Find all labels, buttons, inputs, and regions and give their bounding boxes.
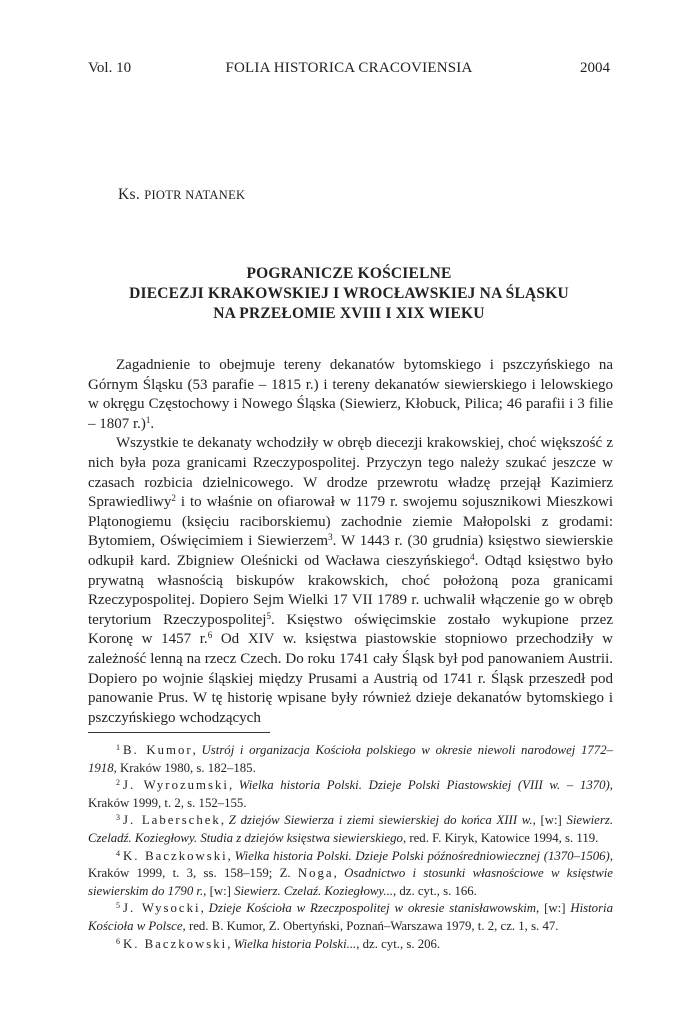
footnote-mid-2: , [w:]	[203, 883, 235, 898]
footnote-author: K. Baczkowski	[123, 848, 228, 863]
footnote-ref-5[interactable]: 5	[266, 610, 271, 621]
footnote-ref-4[interactable]: 4	[470, 551, 475, 562]
footnote-author: J. Wysocki	[123, 901, 201, 916]
footnote-number: 2	[116, 778, 120, 788]
footnote-title-2: Siewierz. Czeladź. Koziegłowy. Studia z dziejów księstwa siewierskiego	[88, 813, 614, 845]
footnote-1: $^1$ B. Kumor, Ustrój i organizacja Kościoła polskiego w okresie niewoli narodowej 1772–1918, Kraków 1980, s. 182–185.	[88, 743, 613, 775]
footnote-author: K. Baczkowski	[123, 936, 228, 951]
paragraph-2	[88, 434, 613, 728]
footnote-title: Ustrój i organizacja Kościoła polskiego w okresie niewoli narodowej 1772–1918	[88, 743, 613, 775]
running-head	[88, 60, 610, 80]
footnote-title: Wielka historia Polski. Dzieje Polski późnośredniowiecznej (1370–1506)	[234, 848, 610, 863]
article-title	[60, 264, 638, 324]
volume-number: Vol. 10	[88, 60, 132, 76]
paragraph-2-segment-3: . W 1443 r. (30 grudnia) księstwo siewierskie odkupił kard. Zbigniew Oleśnicki od Wacława cieszyńskiego	[88, 533, 613, 569]
footnote-author: J. Laberschek	[123, 813, 221, 828]
footnote-rest: red. B. Kumor, Z. Obertyński, Poznań–Warszawa 1979, t. 2, cz. 1, s. 47.	[185, 918, 559, 933]
title-line-2: DIECEZJI KRAKOWSKIEJ I WROCŁAWSKIEJ NA ŚLĄSKU	[129, 285, 569, 302]
footnote-title-2: Osadnictwo i stosunki własnościowe w księstwie siewierskim do 1790 r.	[88, 866, 613, 898]
journal-title: FOLIA HISTORICA CRACOVIENSIA	[225, 60, 473, 76]
footnote-title: Wielka historia Polski. Dzieje Polski Piastowskiej (VIII w. – 1370)	[238, 778, 610, 793]
paragraph-2-segment-2: i to właśnie on ofiarował w 1179 r. swojemu sojusznikowi Mieszkowi Plątonogiemu (księciu raciborskiemu) zachodnie ziemie Małopolski z grodami: Bytomiem, Oświęcimiem i Siewierzem	[88, 494, 613, 550]
author-name: PIOTR NATANEK	[144, 188, 246, 202]
footnote-number: 3	[116, 813, 120, 823]
footnote-title: Z dziejów Siewierza i ziemi siewierskiej do końca XIII w.	[228, 813, 533, 828]
footnote-ref-6[interactable]: 6	[207, 630, 213, 641]
footnote-number: 1	[116, 743, 120, 752]
paragraph-2-segment-6: Od XIV w. księstwa piastowskie stopniowo przechodziły w zależność lenną na rzecz Czech. Do roku 1741 cały Śląsk był pod panowaniem Austrii. Dopiero po wojnie śląskiej między Prusami a Austrią od 1741 r. Śląsk przeszedł pod panowanie Prus. W tę historię wpisane były również dzieje dekanatów bytomskiego i pszczyńskiego wchodzących	[88, 631, 613, 726]
title-line-3: NA PRZEŁOMIE XVIII I XIX WIEKU	[213, 305, 485, 322]
footnote-mid: , Kraków 1999, t. 3, ss. 158–159; Z.	[88, 848, 614, 881]
footnote-ref-1[interactable]: 1	[145, 414, 151, 425]
paragraph-1	[88, 356, 613, 434]
footnote-number: 5	[116, 901, 120, 911]
footnote-title: Dzieje Kościoła w Rzeczpospolitej w okresie stanisławowskim,	[208, 901, 540, 916]
footnote-3: $^3$ J. Laberschek, Z dziejów Siewierza i ziemi siewierskiej do końca XIII w., [w:] Siewierz. Czeladź. Koziegłowy. Studia z dziejów księstwa siewierskiego, red. F. Kiryk, Katowice 1994, s. 119.	[88, 813, 614, 845]
footnote-author: J. Wyrozumski	[123, 778, 229, 793]
footnotes	[88, 742, 613, 953]
footnote-6: $^6$ K. Baczkowski, Wielka historia Polski..., dz. cyt., s. 206.	[116, 936, 441, 951]
footnote-2: $^2$ J. Wyrozumski, Wielka historia Polski. Dzieje Polski Piastowskiej (VIII w. – 1370), Kraków 1999, t. 2, s. 152–155.	[88, 778, 613, 810]
footnote-rest: , Kraków 1999, t. 2, s. 152–155.	[88, 778, 613, 810]
footnote-ref-2[interactable]: 2	[171, 493, 176, 504]
paragraph-2-segment-4: . Odtąd księstwo było prywatną własnością biskupów krakowskich, choć położoną poza granicami Rzeczypospolitej. Dopiero Sejm Wielki 17 VII 1789 r. uchwalił włączenie go w obręb terytorium Rzeczypospolitej	[88, 552, 613, 628]
footnote-title-3: Siewierz. Czelaź. Koziegłowy...	[234, 883, 393, 898]
footnote-number: 4	[116, 848, 120, 858]
footnote-title: Wielka historia Polski...	[233, 936, 357, 951]
footnote-ref-3[interactable]: 3	[328, 532, 333, 543]
footnote-5: $^5$ J. Wysocki, Dzieje Kościoła w Rzeczpospolitej w okresie stanisławowskim, [w:] Historia Kościoła w Polsce, red. B. Kumor, Z. Obertyński, Poznań–Warszawa 1979, t. 2, cz. 1, s. 47.	[88, 901, 614, 933]
publication-year: 2004	[580, 60, 610, 76]
article-body	[88, 356, 613, 728]
footnote-mid: [w:]	[539, 901, 571, 916]
footnote-author-2: Noga	[297, 866, 334, 881]
footnote-title-2: Historia Kościoła w Polsce,	[88, 901, 614, 933]
paragraph-2-segment-1: Wszystkie te dekanaty wchodziły w obręb diecezji krakowskiej, choć większość z nich była poza granicami Rzeczypospolitej. Przyczyn tego należy szukać jeszcze w czasach rozbicia dzielnicowego. W drodze przewrotu władzę przejął Kazimierz Sprawiedliwy	[88, 435, 613, 511]
paragraph-1-text: Zagadnienie to obejmuje tereny dekanatów bytomskiego i pszczyńskiego na Górnym Śląsku (53 parafie – 1815 r.) i tereny dekanatów siewierskiego i lelowskiego w okręgu Częstochowy i Nowego Śląska (Siewierz, Kłobuck, Pilica; 46 parafii i 3 filie – 1807 r.)	[88, 357, 613, 432]
footnote-4: $^4$ K. Baczkowski, Wielka historia Polski. Dzieje Polski późnośredniowiecznej (1370–1506), Kraków 1999, t. 3, ss. 158–159; Z. Noga, Osadnictwo i stosunki własnościowe w księstwie siewierskim do 1790 r., [w:] Siewierz. Czelaź. Koziegłowy..., dz. cyt., s. 166.	[88, 848, 614, 898]
footnote-rest: , Kraków 1980, s. 182–185.	[113, 760, 256, 775]
paragraph-2-segment-5: . Księstwo oświęcimskie zostało wykupione przez Koronę w 1457 r.	[88, 611, 613, 648]
paragraph-1-end: .	[150, 415, 155, 432]
footnote-rest: , red. F. Kiryk, Katowice 1994, s. 119.	[402, 830, 599, 845]
footnote-mid: , [w:]	[532, 813, 567, 828]
footnote-author: B. Kumor	[123, 743, 193, 757]
author-prefix: Ks.	[118, 186, 145, 203]
footnote-rest: , dz. cyt., s. 206.	[356, 936, 441, 951]
footnote-number: 6	[116, 936, 120, 946]
title-line-1: POGRANICZE KOŚCIELNE	[246, 265, 452, 282]
footnote-separator	[88, 732, 270, 733]
footnote-rest: , dz. cyt., s. 166.	[393, 883, 477, 898]
article-author	[118, 186, 245, 204]
